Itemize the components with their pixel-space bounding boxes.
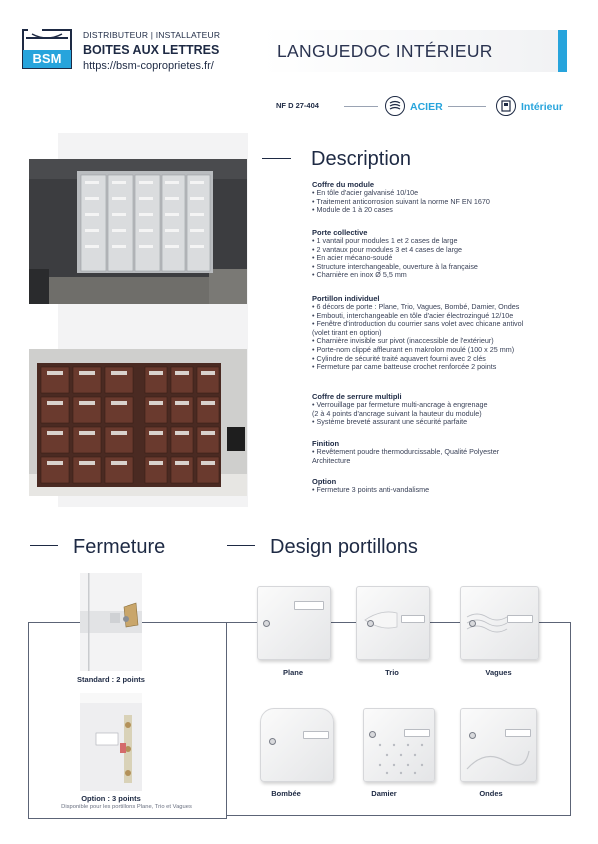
section-finition: Finition • Revêtement poudre thermodurcissable, Qualité Polyester Architecture: [312, 439, 500, 465]
door-label-vagues: Vagues: [485, 668, 512, 677]
door-trio: [356, 586, 430, 660]
door-ondes: [460, 708, 537, 782]
door-label-damier: Damier: [371, 789, 397, 798]
divider: [344, 106, 378, 107]
title-accent-bar: [558, 30, 567, 72]
usage-label: Intérieur: [521, 101, 564, 113]
brown-mailbox-photo: [29, 349, 247, 496]
indoor-icon: [496, 96, 516, 116]
section-option: Option • Fermeture 3 points anti-vandalisme: [312, 477, 430, 494]
section-rule: [262, 158, 291, 159]
door-label-plane: Plane: [282, 668, 303, 677]
door-label-bombee: Bombée: [271, 789, 301, 798]
standard-lock-photo: [80, 573, 142, 671]
option-caption: Option : 3 points: [81, 794, 141, 803]
section-porte-collective: Porte collective • 1 vantail pour modules 1 et 2 cases de large • 2 vantaux pour modules 3 et 4 cases de large • En acier mécano-soudé • Structure interchangeable, ouverture à la française • Charnière en inox Ø 5,5 mm: [312, 228, 478, 280]
door-label-ondes: Ondes: [479, 789, 503, 798]
option-note: Disponible pour les portillons Plane, Trio et Vagues: [61, 804, 192, 810]
page-title: LANGUEDOC INTÉRIEUR: [277, 41, 493, 61]
option-lock-photo: [80, 693, 142, 791]
door-damier: [363, 708, 435, 782]
door-vagues: [460, 586, 539, 660]
divider: [448, 106, 486, 107]
steel-icon: [385, 96, 405, 116]
door-label-trio: Trio: [385, 668, 399, 677]
brand-name: BOITES AUX LETTRES: [83, 43, 220, 57]
distributor-label: DISTRIBUTEUR | INSTALLATEUR: [83, 30, 221, 40]
door-bombee: [260, 708, 334, 782]
fermeture-title: Fermeture: [73, 536, 166, 558]
section-serrure: Coffre de serrure multipli • Verrouillage par fermeture multi-ancrage à engrenage (2 à 4 points d'ancrage suivant la hauteur du module) • Système breveté assurant une sécurité parfaite: [312, 392, 488, 427]
section-rule: [227, 545, 255, 546]
description-title: Description: [311, 148, 412, 170]
grey-mailbox-photo: [29, 159, 247, 304]
standard-caption: Standard : 2 points: [77, 675, 145, 684]
section-portillon: Portillon individuel • 6 décors de porte : Plane, Trio, Vagues, Bombé, Damier, Ondes • Embouti, interchangeable en tôle d'acier électrozingué 12/10e • Fenêtre d'introduction du courrier sans volet avec chicane antivol (volet tirant en option) • Charnière invisible sur pivot (inaccessible de l'extérieur) • Porte-nom clippé affleurant en makrolon moulé (100 x 25 mm) • Cylindre de sécurité traité aquavert fourni avec 2 clés • Fermeture par came batteuse crochet renforcée 2 points: [312, 294, 524, 372]
section-rule: [30, 545, 58, 546]
logo-text: BSM: [32, 51, 62, 66]
design-title: Design portillons: [270, 536, 418, 558]
bsm-logo: [22, 27, 72, 71]
website-link[interactable]: https://bsm-coproprietes.fr/: [83, 60, 214, 72]
material-label: ACIER: [410, 101, 443, 113]
door-plane: [257, 586, 331, 660]
norm-label: NF D 27-404: [276, 101, 319, 110]
section-coffre: Coffre du module • En tôle d'acier galvanisé 10/10e • Traitement anticorrosion suivant la norme NF EN 1670 • Module de 1 à 20 cases: [312, 180, 490, 215]
